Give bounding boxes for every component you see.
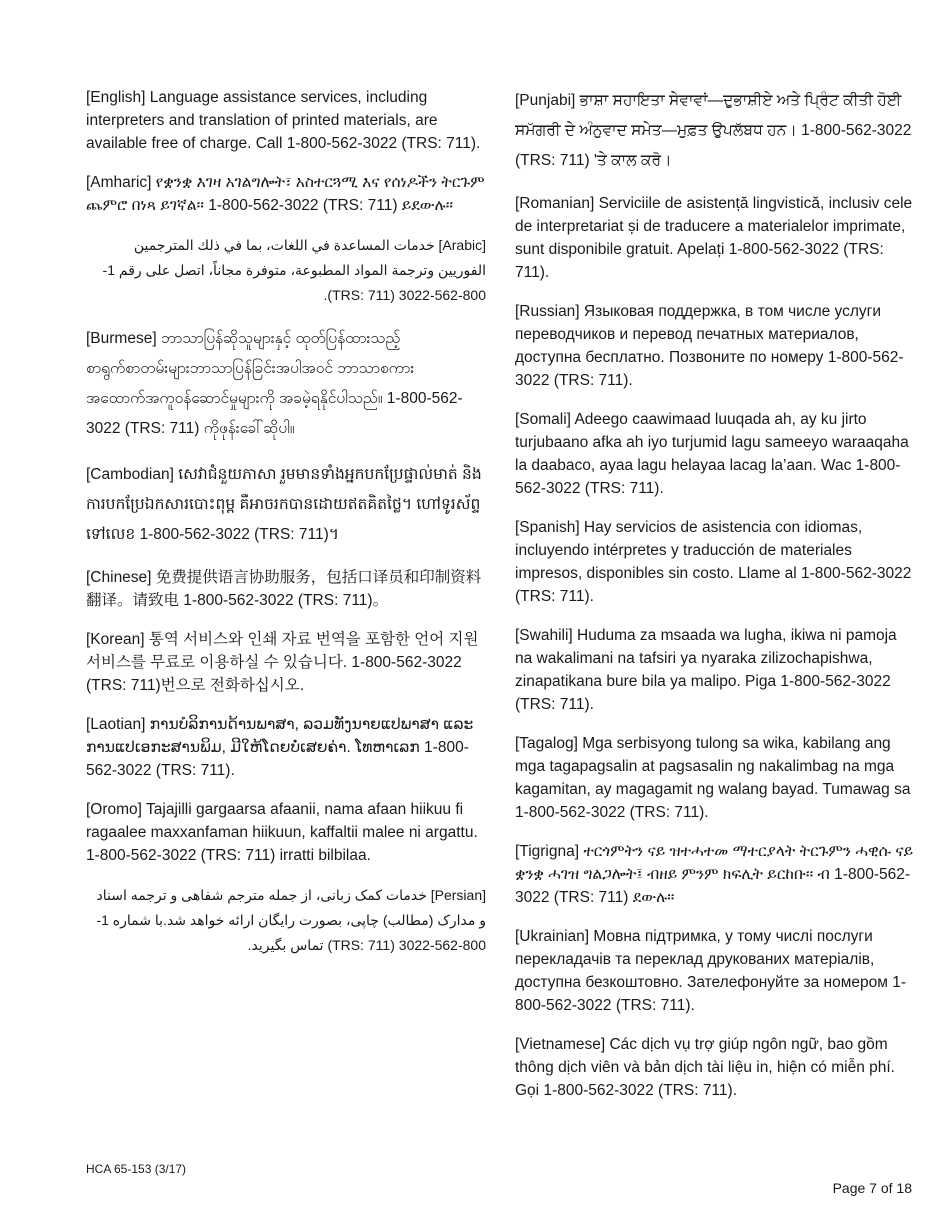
notice-romanian: [Romanian] Serviciile de asistență lingvistică, inclusiv cele de interpretariat și de traducere a materialelor imprimate, sunt disponibile gratuit. Apelați 1-800-562-3022 (TRS: 711). xyxy=(515,195,913,281)
form-id: HCA 65-153 (3/17) xyxy=(86,1162,187,1176)
notice-amharic: [Amharic] የቋንቋ እገዛ አገልግሎት፣ አስተርጓሚ እና የሰነዶችን ትርጉም ጨምሮ በነጻ ይገኛል፡፡ 1-800-562-3022 (TRS: 711) ይደውሉ፡፡ xyxy=(86,174,485,214)
notice-laotian: [Laotian] ການບໍລິການດ້ານພາສາ, ລວມທັງນາຍແປພາສາ ແລະ ການແປເອກະສານພິມ, ມີໃຫ້ໂດຍບໍ່ເສຍຄ່າ. ໂທຫາເລກ 1-800-562-3022 (TRS: 711). xyxy=(86,716,474,779)
notice-somali: [Somali] Adeego caawimaad luuqada ah, ay ku jirto turjubaano afka ah iyo turjumid lagu sameeyo waraaqaha la daabaco, ayaa lagu helayaa lacag la’aan. Wac 1-800-562-3022 (TRS: 711). xyxy=(515,411,909,497)
notice-burmese: [Burmese] ဘာသာပြန်ဆိုသူများနှင့် ထုတ်ပြန်ထားသည့် စာရွက်စာတမ်းများဘာသာပြန်ခြင်းအပါအဝင် ဘာသာစကားအထောက်အကူဝန်ဆောင်မှုများကို အခမဲ့ရနိုင်ပါသည်။ 1-800-562-3022 (TRS: 711) ကိုဖုန်းခေါ်ဆိုပါ။ xyxy=(86,330,463,437)
notice-arabic: [Arabic] خدمات المساعدة في اللغات، بما في ذلك المترجمين الفوريين وترجمة المواد المطبوعة، متوفرة مجاناً، اتصل على رقم 1-800-562-3022 (TRS: 711). xyxy=(102,237,486,303)
notice-oromo: [Oromo] Tajajilli gargaarsa afaanii, nama afaan hiikuu fi ragaalee maxxanfaman hiikuun, kaffaltii malee ni argattu. 1-800-562-3022 (TRS: 711) irratti bilbilaa. xyxy=(86,801,478,864)
left-column xyxy=(86,86,486,974)
notice-vietnamese: [Vietnamese] Các dịch vụ trợ giúp ngôn ngữ, bao gồm thông dịch viên và bản dịch tài liệu in, hiện có miễn phí. Gọi 1-800-562-3022 (TRS: 711). xyxy=(515,1036,895,1099)
notice-tagalog: [Tagalog] Mga serbisyong tulong sa wika, kabilang ang mga tagapagsalin at pagsasalin ng nakalimbag na mga kagamitan, ay magagamit ng walang bayad. Tumawag sa 1-800-562-3022 (TRS: 711). xyxy=(515,735,911,821)
notice-ukrainian: [Ukrainian] Мовна підтримка, у тому числі послуги перекладачів та переклад друкованих матеріалів, доступна безкоштовно. Зателефонуйте за номером 1-800-562-3022 (TRS: 711). xyxy=(515,928,906,1014)
notice-english: [English] Language assistance services, including interpreters and translation of printed materials, are available free of charge. Call 1-800-562-3022 (TRS: 711). xyxy=(86,89,481,152)
notice-punjabi: [Punjabi] ਭਾਸ਼ਾ ਸਹਾਇਤਾ ਸੇਵਾਵਾਂ—ਦੁਭਾਸ਼ੀਏ ਅਤੇ ਪ੍ਰਿੰਟ ਕੀਤੀ ਹੋਈ ਸਮੱਗਰੀ ਦੇ ਅੰਨੁਵਾਦ ਸਮੇਤ—ਮੁਫ਼ਤ ਉਪਲੱਬਧ ਹਨ। 1-800-562-3022 (TRS: 711) 'ਤੇ ਕਾਲ ਕਰੋ। xyxy=(515,92,912,169)
notice-korean: [Korean] 통역 서비스와 인쇄 자료 번역을 포함한 언어 지원 서비스를 무료로 이용하실 수 있습니다. 1-800-562-3022 (TRS: 711)번으로 전화하십시오. xyxy=(86,631,479,694)
notice-cambodian: [Cambodian] សេវាជំនួយភាសា រួមមានទាំងអ្នកបកប្រែផ្ទាល់មាត់ និងការបកប្រែឯកសារបោះពុម្ព គឺអាចរកបានដោយឥតគិតថ្លៃ។ ហៅទូរស័ព្ទទៅលេខ 1-800-562-3022 (TRS: 711)។ xyxy=(86,466,482,543)
right-column xyxy=(515,86,915,1118)
notice-swahili: [Swahili] Huduma za msaada wa lugha, ikiwa ni pamoja na wakalimani na tafsiri ya nyaraka zilizochapishwa, zinapatikana bure bila ya malipo. Piga 1-800-562-3022 (TRS: 711). xyxy=(515,627,897,713)
notice-persian: [Persian] خدمات کمک زبانی، از جمله مترجم شفاهی و ترجمه اسناد و مدارک (مطالب) چاپی، بصورت رایگان ارائه خواهد شد.با شماره 1-800-562-3022 (TRS: 711) تماس بگیرید. xyxy=(96,887,486,953)
notice-russian: [Russian] Языковая поддержка, в том числе услуги переводчиков и перевод печатных материалов, доступна бесплатно. Позвоните по номеру 1-800-562-3022 (TRS: 711). xyxy=(515,303,904,389)
page-number: Page 7 of 18 xyxy=(832,1180,912,1196)
notice-tigrigna: [Tigrigna] ተርጎምትን ናይ ዝተሓተመ ማተርያላት ትርጉምን ሓዊሱ ናይ ቋንቋ ሓገዝ ግልጋሎት፤ ብዘይ ምንም ክፍሊት ይርከቡ፡፡ ብ 1-800-562-3022 (TRS: 711) ደውሉ፡፡ xyxy=(515,843,914,906)
notice-spanish: [Spanish] Hay servicios de asistencia con idiomas, incluyendo intérpretes y traducción de materiales impresos, disponibles sin costo. Llame al 1-800-562-3022 (TRS: 711). xyxy=(515,519,912,605)
notice-chinese: [Chinese] 免费提供语言协助服务，包括口译员和印制资料翻译。请致电 1-800-562-3022 (TRS: 711)。 xyxy=(86,569,482,609)
